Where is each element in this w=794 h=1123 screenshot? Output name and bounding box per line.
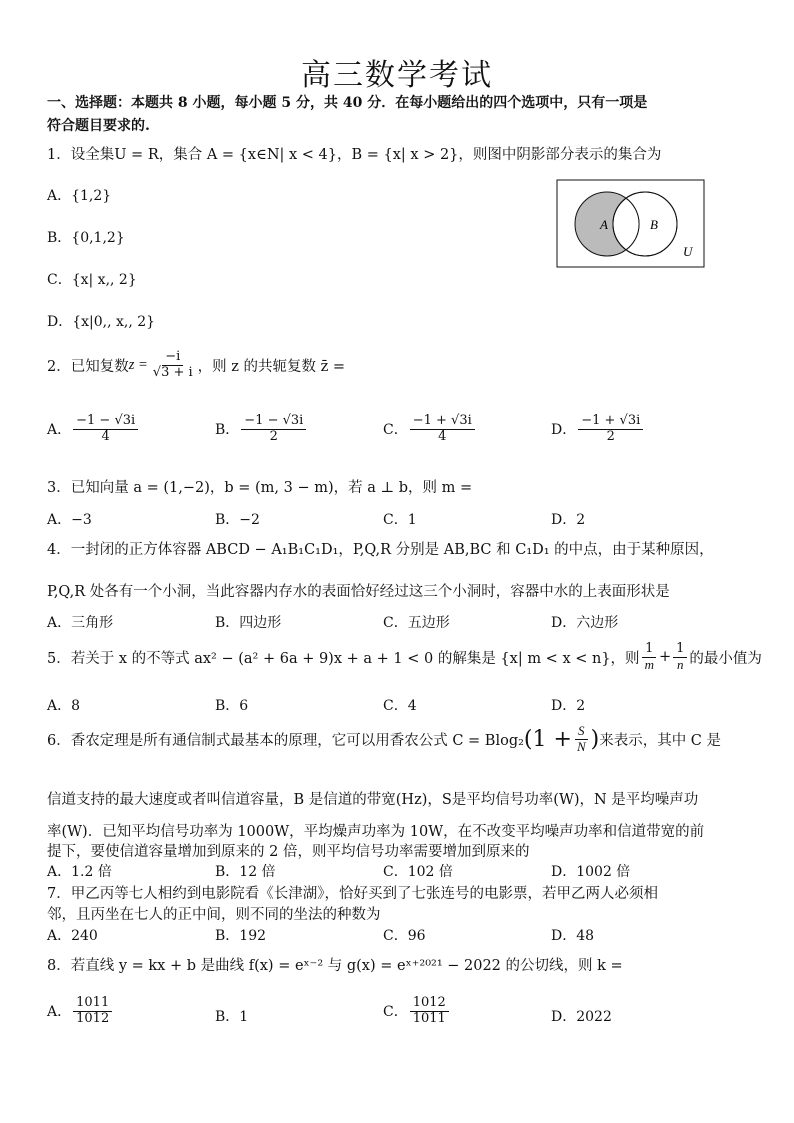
q1-option-a: A．{1,2} — [47, 188, 112, 204]
q2-option-a: A． $\frac{-1 - √3i}{4}$ — [47, 414, 140, 445]
q1-option-d: D．{x|0,, x,, 2} — [47, 314, 156, 330]
q4-option-c: C．五边形 — [383, 615, 450, 631]
q7-option-a: A．240 — [47, 928, 98, 944]
q2-option-d: D． $\frac{-1 + √3i}{2}$ — [551, 414, 645, 445]
q7-stem-line2: 邻，且丙坐在七人的正中间，则不同的坐法的种数为 — [47, 907, 381, 923]
q3-option-c: C．1 — [383, 512, 417, 528]
q7-stem-line1: 7．甲乙丙等七人相约到电影院看《长津湖》，恰好买到了七张连号的电影票，若甲乙两人必须相 — [47, 886, 658, 902]
q6-stem-line4: 提下，要使信道容量增加到原来的 2 倍，则平均信号功率需要增加到原来的 — [47, 844, 530, 860]
venn-label-a: A — [600, 217, 608, 232]
q4-stem-line1: 4．一封闭的正方体容器 ABCD − A₁B₁C₁D₁，P,Q,R 分别是 AB,BC 和 C₁D₁ 的中点，由于某种原因， — [47, 542, 714, 558]
q8-option-a: A． $\frac{1011}{1012}$ — [47, 996, 114, 1027]
q1-option-c: C．{x| x,, 2} — [47, 272, 137, 288]
venn-label-u: U — [683, 244, 693, 259]
section-heading: 一、选择题：本题共 8 小题，每小题 5 分，共 40 分．在每小题给出的四个选项中，只有一项是 — [47, 95, 648, 111]
q4-stem-line2: P,Q,R 处各有一个小洞，当此容器内存水的表面恰好经过这三个小洞时，容器中水的上表面形状是 — [47, 584, 670, 600]
q6-stem-line1: 6．香农定理是所有通信制式最基本的原理，它可以用香农公式 C = Blog₂ (1 + $\frac{S}{N}$ ) 来表示，其中 C 是 — [47, 723, 722, 754]
q6-option-b: B．12 倍 — [215, 864, 276, 880]
q8-option-b: B．1 — [215, 1009, 249, 1025]
q2-z-lhs: z = — [128, 356, 148, 373]
q5-stem-post: 的最小值为 — [689, 650, 762, 667]
q8-stem: 8．若直线 y = kx + b 是曲线 f(x) = eˣ⁻² 与 g(x) = eˣ⁺²⁰²¹ − 2022 的公切线，则 k = — [47, 958, 623, 974]
q2-numerator: −i — [162, 350, 183, 366]
q5-option-d: D．2 — [551, 698, 586, 714]
q7-option-b: B．192 — [215, 928, 267, 944]
q1-option-b: B．{0,1,2} — [47, 230, 125, 246]
q3-stem: 3．已知向量 a = (1,−2)，b = (m, 3 − m)，若 a ⊥ b，则 m = — [47, 480, 473, 496]
q6-stem-line3: 率(W)．已知平均信号功率为 1000W，平均燥声功率为 10W，在不改变平均噪声功率和信道带宽的前 — [47, 824, 705, 840]
q5-stem: 5．若关于 x 的不等式 ax² − (a² + 6a + 9)x + a + 1 < 0 的解集是 {x| m < x < n}，则 $\frac{1}{m}$ + $\frac{1}{n}$ 的最小值为 — [47, 641, 762, 672]
venn-diagram — [556, 179, 706, 269]
q5-option-a: A．8 — [47, 698, 81, 714]
q2-stem-post: ，则 z 的共轭复数 z̄ = — [197, 358, 346, 375]
q2-fraction — [150, 350, 196, 381]
q2-denominator: √3 + i — [152, 364, 193, 380]
q2-stem — [47, 350, 345, 381]
q3-option-d: D．2 — [551, 512, 586, 528]
page-title: 高三数学考试 — [301, 58, 493, 93]
q5-stem-pre: 5．若关于 x 的不等式 ax² − (a² + 6a + 9)x + a + 1 < 0 的解集是 {x| m < x < n}，则 — [47, 650, 640, 667]
q3-option-b: B．−2 — [215, 512, 260, 528]
q6-option-d: D．1002 倍 — [551, 864, 631, 880]
q4-option-d: D．六边形 — [551, 615, 619, 631]
q6-option-c: C．102 倍 — [383, 864, 453, 880]
q2-stem-pre: 2．已知复数 — [47, 358, 129, 375]
q8-option-c: C． $\frac{1012}{1011}$ — [383, 996, 451, 1027]
q7-option-c: C．96 — [383, 928, 426, 944]
section-heading-cont: 符合题目要求的. — [47, 118, 150, 134]
q1-stem: 1．设全集U = R，集合 A = {x∈N| x < 4}，B = {x| x > 2}，则图中阴影部分表示的集合为 — [47, 147, 662, 163]
q4-option-b: B．四边形 — [215, 615, 282, 631]
venn-label-b: B — [650, 217, 658, 232]
q5-option-b: B．6 — [215, 698, 249, 714]
q3-option-a: A．−3 — [47, 512, 92, 528]
q2-option-c: C． $\frac{-1 + √3i}{4}$ — [383, 414, 477, 445]
q5-option-c: C．4 — [383, 698, 417, 714]
q4-option-a: A．三角形 — [47, 615, 114, 631]
q7-option-d: D．48 — [551, 928, 595, 944]
q8-option-d: D．2022 — [551, 1009, 612, 1025]
q2-option-b: B． $\frac{-1 - √3i}{2}$ — [215, 414, 308, 445]
q6-option-a: A．1.2 倍 — [47, 864, 112, 880]
q6-stem-line2: 信道支持的最大速度或者叫信道容量，B 是信道的带宽(Hz)，S是平均信号功率(W)，N 是平均噪声功 — [47, 792, 699, 808]
